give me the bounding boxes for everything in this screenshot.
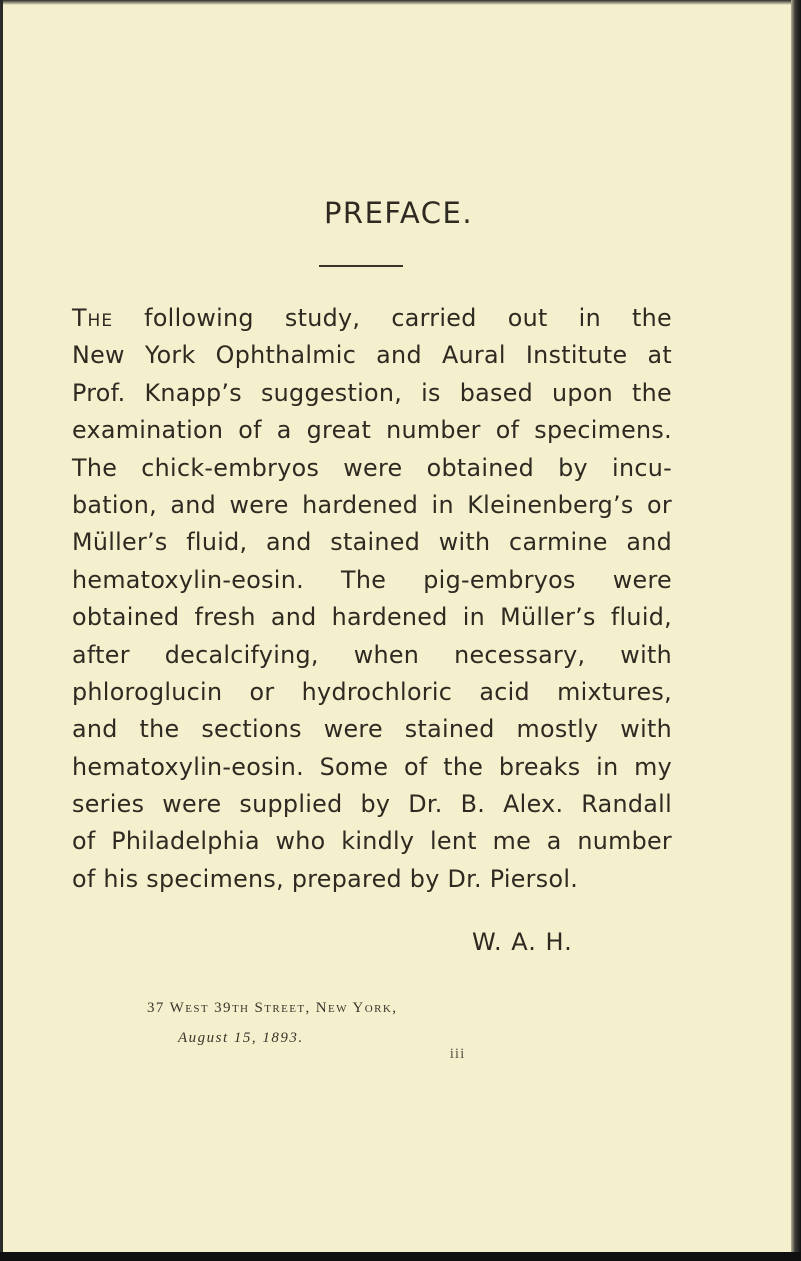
body-line: bation, and were hardened in Kleinenberg’s or — [72, 490, 672, 519]
body-line: after decalcifying, when necessary, with — [72, 640, 672, 669]
body-line: hematoxylin-eosin. Some of the breaks in my — [72, 752, 672, 781]
date-line: August 15, 1893. — [178, 1030, 304, 1046]
body-line: series were supplied by Dr. B. Alex. Randall — [72, 790, 672, 819]
top-shadow — [3, 0, 794, 5]
body-line: The following study, carried out in the — [72, 304, 672, 332]
body-line: hematoxylin-eosin. The pig-embryos were — [72, 565, 672, 594]
book-binding-edge — [791, 0, 801, 1261]
bottom-edge — [0, 1252, 801, 1261]
body-line: Prof. Knapp’s suggestion, is based upon the — [72, 378, 672, 407]
page-title: PREFACE. — [323, 196, 474, 230]
address-line: 37 West 39th Street, New York, — [147, 1000, 398, 1016]
body-line: of his specimens, prepared by Dr. Piersol. — [72, 864, 579, 893]
body-line-lead: The — [72, 304, 114, 332]
preface-body — [72, 300, 672, 898]
title-rule — [319, 265, 403, 267]
body-line: examination of a great number of specimens. — [72, 416, 672, 445]
body-line: New York Ophthalmic and Aural Institute at — [72, 341, 672, 370]
body-line: Müller’s fluid, and stained with carmine and — [72, 528, 672, 557]
body-line: obtained fresh and hardened in Müller’s fluid, — [72, 603, 672, 632]
author-initials: W. A. H. — [472, 928, 573, 956]
body-line: The chick-embryos were obtained by incu- — [72, 453, 672, 482]
page-number: iii — [449, 1046, 466, 1062]
body-line: phloroglucin or hydrochloric acid mixtures, — [72, 677, 672, 706]
body-line: of Philadelphia who kindly lent me a number — [72, 827, 672, 856]
body-line: and the sections were stained mostly with — [72, 715, 672, 744]
